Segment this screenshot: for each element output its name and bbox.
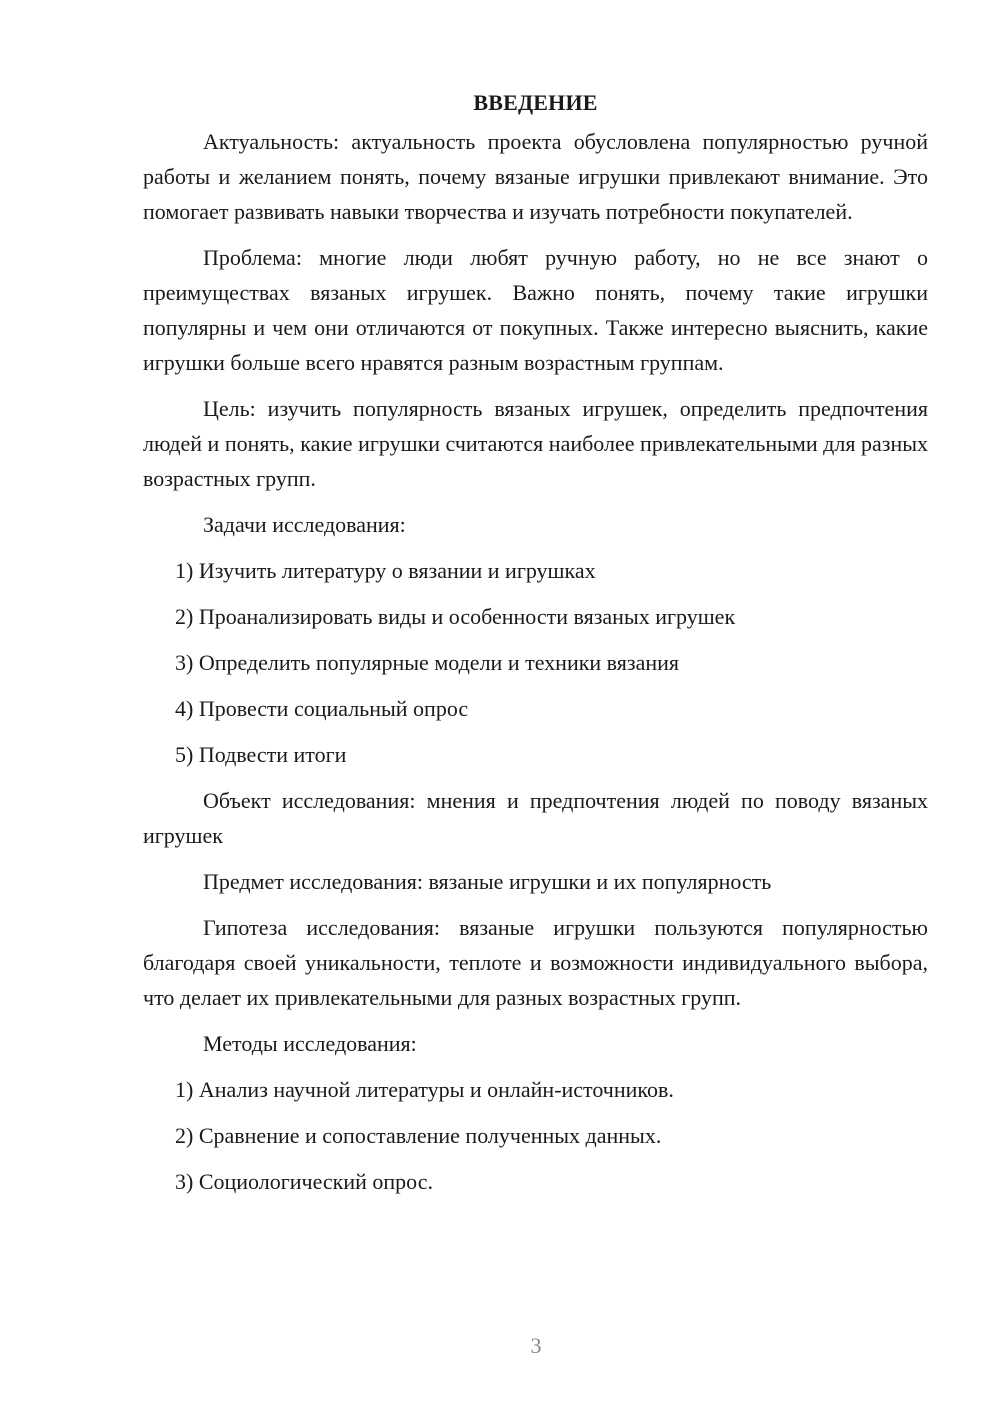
goal-paragraph: Цель: изучить популярность вязаных игрушек, определить предпочтения людей и понять, какие игрушки считаются наиболее привлекательными для разных возрастных групп. xyxy=(143,396,928,491)
task-item: 2) Проанализировать виды и особенности вязаных игрушек xyxy=(175,604,736,629)
method-item: 1) Анализ научной литературы и онлайн-источников. xyxy=(175,1077,674,1102)
task-item: 4) Провести социальный опрос xyxy=(175,696,469,721)
tasks-list xyxy=(143,553,928,772)
object-paragraph: Объект исследования: мнения и предпочтения людей по поводу вязаных игрушек xyxy=(143,788,928,848)
task-item: 3) Определить популярные модели и техники вязания xyxy=(175,650,680,675)
page-title: ВВЕДЕНИЕ xyxy=(473,90,598,115)
problem-paragraph: Проблема: многие люди любят ручную работу, но не все знают о преимуществах вязаных игрушек. Важно понять, почему такие игрушки популярны и чем они отличаются от покупных. Также интересно выяснить, какие игрушки больше всего нравятся разным возрастным группам. xyxy=(143,245,928,375)
tasks-heading: Задачи исследования: xyxy=(203,512,406,537)
methods-list xyxy=(143,1072,928,1199)
task-item: 1) Изучить литературу о вязании и игрушках xyxy=(175,558,596,583)
subject-paragraph: Предмет исследования: вязаные игрушки и их популярность xyxy=(203,869,772,894)
page-number: 3 xyxy=(530,1333,542,1358)
method-item: 3) Социологический опрос. xyxy=(175,1169,433,1194)
method-item: 2) Сравнение и сопоставление полученных данных. xyxy=(175,1123,662,1148)
methods-heading: Методы исследования: xyxy=(203,1031,417,1056)
document-page xyxy=(143,88,928,1210)
relevance-paragraph: Актуальность: актуальность проекта обусловлена популярностью ручной работы и желанием понять, почему вязаные игрушки привлекают внимание. Это помогает развивать навыки творчества и изучать потребности покупателей. xyxy=(143,129,928,224)
hypothesis-paragraph: Гипотеза исследования: вязаные игрушки пользуются популярностью благодаря своей уникальности, теплоте и возможности индивидуального выбора, что делает их привлекательными для разных возрастных групп. xyxy=(143,915,928,1010)
task-item: 5) Подвести итоги xyxy=(175,742,347,767)
